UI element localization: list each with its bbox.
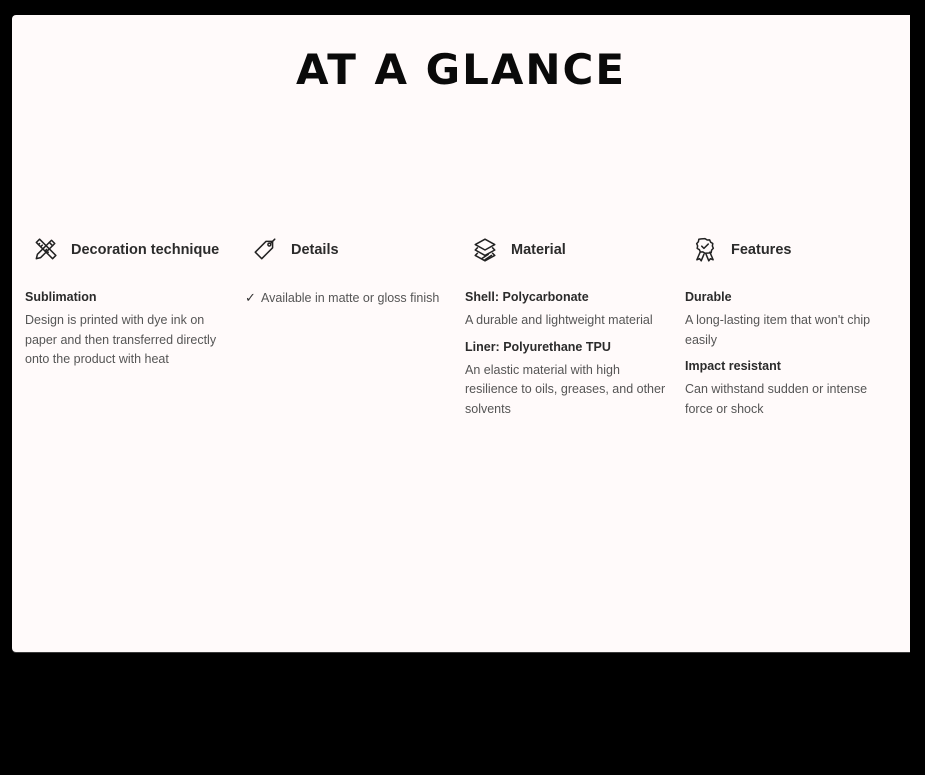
item-description: A durable and lightweight material [465, 313, 653, 327]
checklist-text: Available in matte or gloss finish [261, 291, 440, 305]
column-title: Decoration technique [71, 242, 220, 258]
at-a-glance-card [12, 15, 910, 652]
item-description: Can withstand sudden or intense force or shock [685, 382, 868, 416]
column-details [245, 235, 465, 427]
check-icon: ✓ [245, 290, 256, 305]
item-title: Durable [685, 290, 732, 304]
column-features [685, 235, 905, 427]
tag-icon [251, 236, 279, 264]
item-description: Design is printed with dye ink on paper and then transferred directly onto the product with heat [25, 313, 217, 366]
column-header [25, 235, 231, 265]
item-title: Liner: Polyurethane TPU [465, 339, 611, 354]
glance-columns [25, 235, 905, 427]
layers-icon [471, 236, 499, 264]
column-header [245, 235, 451, 265]
column-title: Material [511, 242, 566, 258]
award-ribbon-icon [691, 236, 719, 264]
checklist-item [245, 289, 451, 309]
column-title: Features [731, 242, 792, 258]
column-header [465, 235, 671, 265]
column-header [685, 235, 891, 265]
item-title: Shell: Polycarbonate [465, 290, 589, 304]
item-description: An elastic material with high resilience to oils, greases, and other solvents [465, 362, 666, 416]
item-title: Impact resistant [685, 359, 781, 373]
ruler-pencil-icon [31, 236, 59, 264]
column-title: Details [291, 242, 339, 258]
page-title: AT A GLANCE [295, 45, 627, 94]
column-decoration-technique [25, 235, 245, 427]
item-description: A long-lasting item that won't chip easily [685, 313, 871, 347]
item-title: Sublimation [25, 290, 97, 304]
column-material [465, 235, 685, 427]
